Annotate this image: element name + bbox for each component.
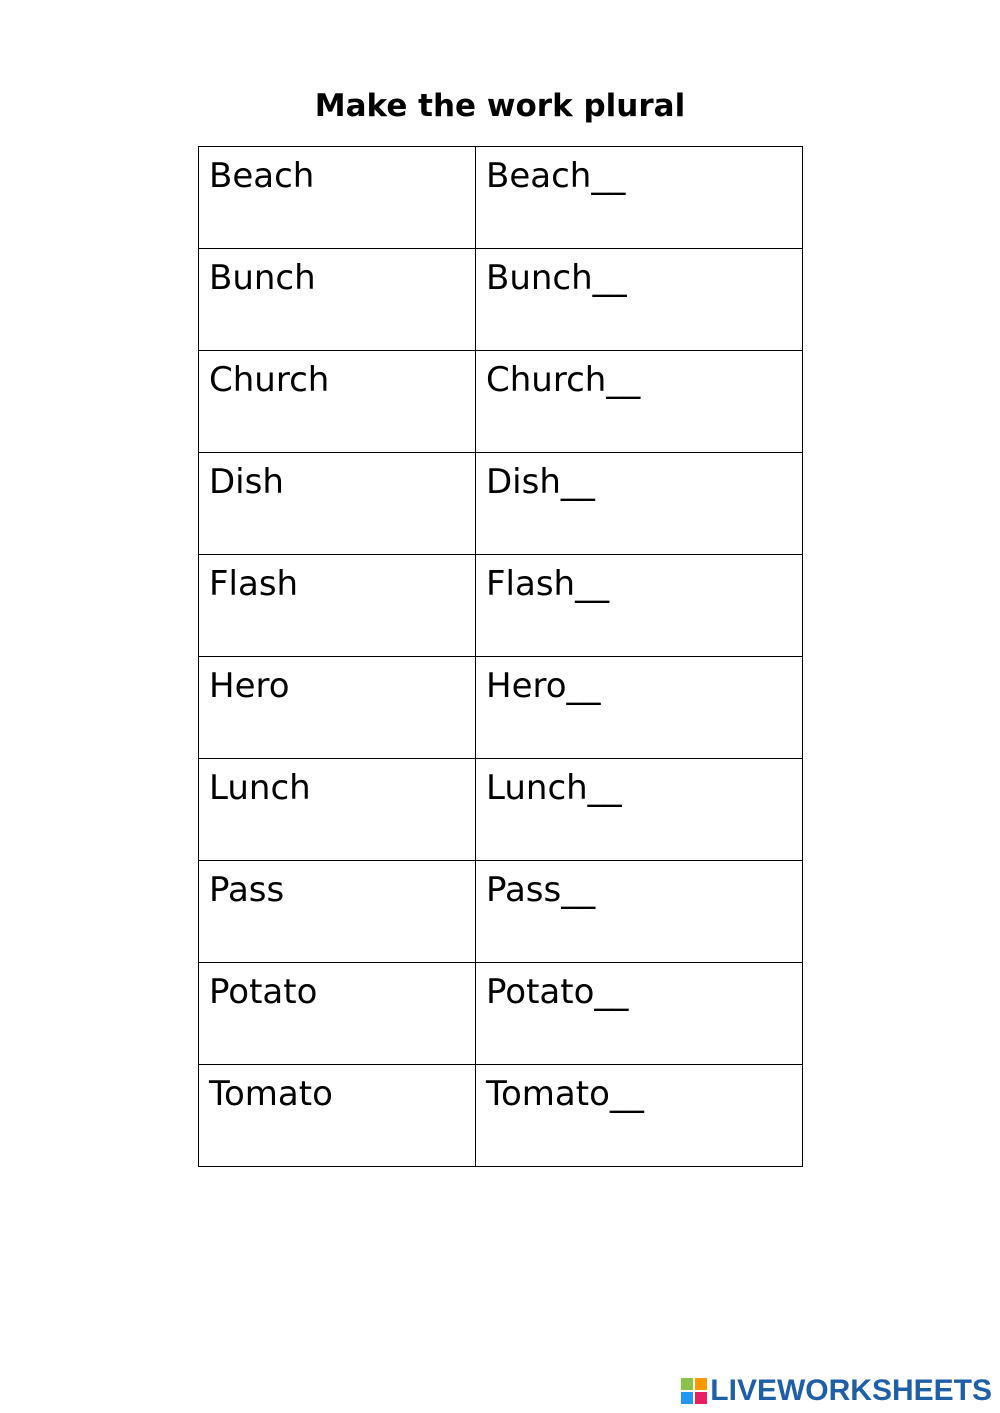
logo-icon — [681, 1378, 707, 1404]
answer-cell[interactable]: Tomato__ — [476, 1065, 803, 1167]
plural-table — [198, 146, 803, 1167]
table-row — [199, 657, 803, 759]
table-row — [199, 759, 803, 861]
word-cell: Flash — [199, 555, 476, 657]
word-cell: Dish — [199, 453, 476, 555]
table-row — [199, 1065, 803, 1167]
table-row — [199, 249, 803, 351]
table-row — [199, 861, 803, 963]
answer-cell[interactable]: Hero__ — [476, 657, 803, 759]
word-cell: Lunch — [199, 759, 476, 861]
answer-cell[interactable]: Beach__ — [476, 147, 803, 249]
word-cell: Church — [199, 351, 476, 453]
answer-cell[interactable]: Bunch__ — [476, 249, 803, 351]
brand-name: LIVEWORKSHEETS — [710, 1374, 992, 1407]
table-row — [199, 453, 803, 555]
word-cell: Tomato — [199, 1065, 476, 1167]
liveworksheets-logo — [681, 1373, 992, 1409]
answer-cell[interactable]: Dish__ — [476, 453, 803, 555]
answer-cell[interactable]: Pass__ — [476, 861, 803, 963]
table-row — [199, 351, 803, 453]
word-cell: Bunch — [199, 249, 476, 351]
word-cell: Hero — [199, 657, 476, 759]
worksheet-title: Make the work plural — [314, 88, 686, 124]
answer-cell[interactable]: Flash__ — [476, 555, 803, 657]
answer-cell[interactable]: Church__ — [476, 351, 803, 453]
word-cell: Potato — [199, 963, 476, 1065]
word-cell: Pass — [199, 861, 476, 963]
table-row — [199, 963, 803, 1065]
word-cell: Beach — [199, 147, 476, 249]
table-row — [199, 555, 803, 657]
table-row — [199, 147, 803, 249]
answer-cell[interactable]: Lunch__ — [476, 759, 803, 861]
answer-cell[interactable]: Potato__ — [476, 963, 803, 1065]
